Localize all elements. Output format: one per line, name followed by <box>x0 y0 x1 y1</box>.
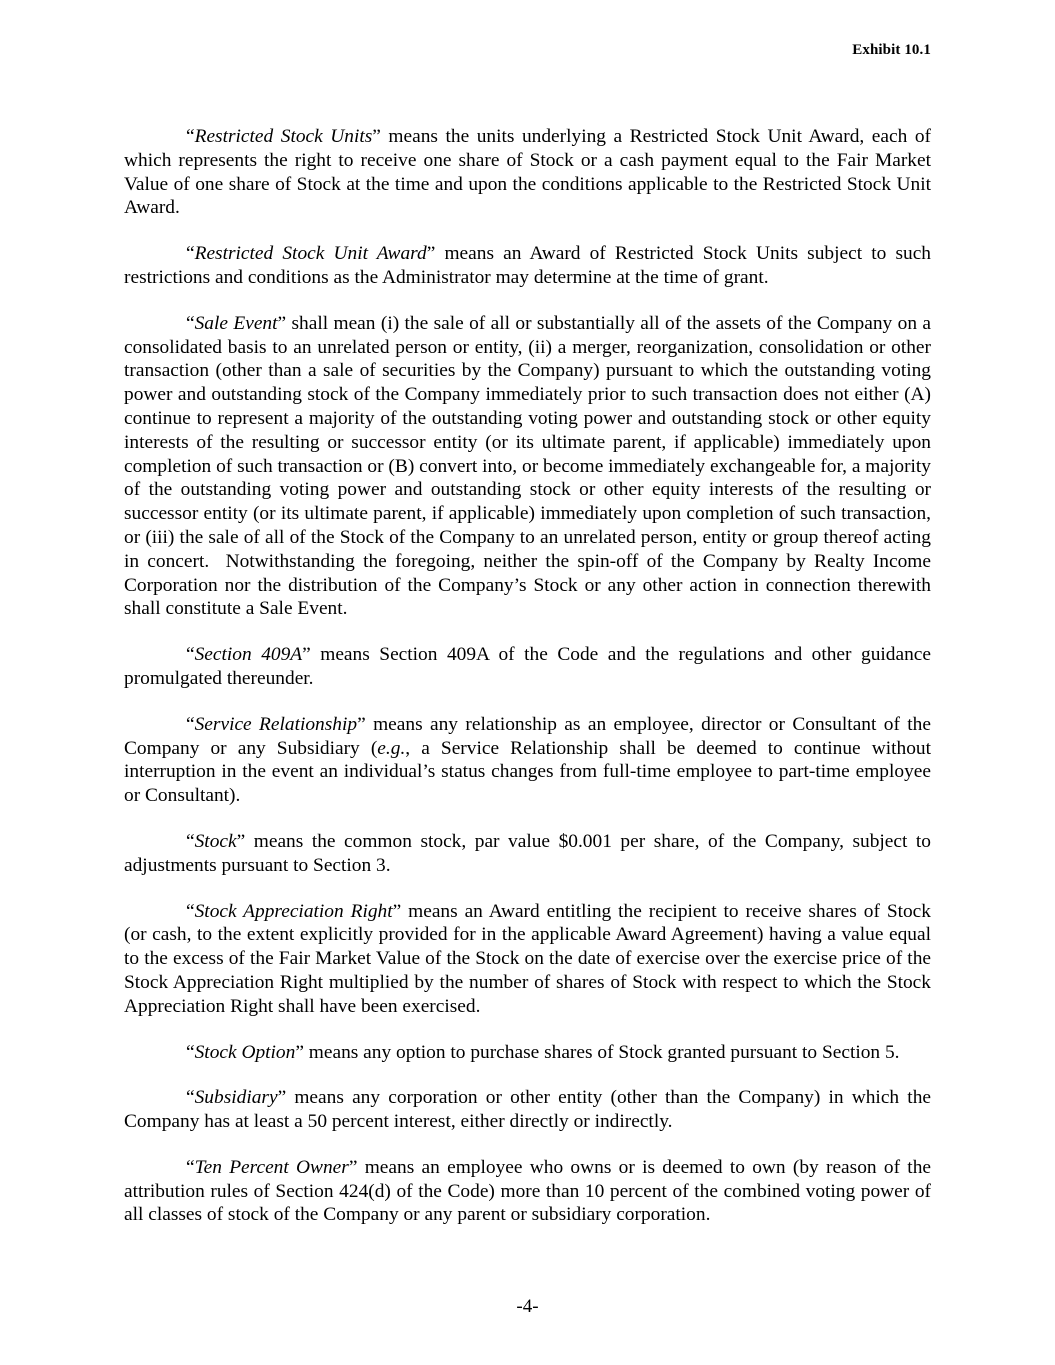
exhibit-label: Exhibit 10.1 <box>852 42 931 58</box>
document-body <box>124 125 931 1249</box>
definition-stock-appreciation-right <box>124 900 931 1019</box>
definition-subsidiary <box>124 1086 931 1134</box>
close-quote: ” <box>348 1156 358 1178</box>
close-quote: ” <box>357 713 366 735</box>
defined-term: Sale Event <box>194 312 278 334</box>
definition-text: means an employee who owns or is deemed to own (by reason of the attribution rules of Section 424(d) of the Code) more than 10 percent of the combined voting power of all classes of stock of the Company or any parent or subsidiary corporation. <box>124 1156 931 1226</box>
definition-text-continued: , a Service Relationship shall be deemed to continue without interruption in the event an individual’s status changes from full-time employee to part-time employee or Consultant). <box>124 737 931 807</box>
definition-text: means the common stock, par value $0.001 per share, of the Company, subject to adjustments pursuant to Section 3. <box>124 830 931 876</box>
definition-stock-option <box>124 1041 931 1065</box>
open-quote: “ <box>186 126 195 147</box>
defined-term: Stock Option <box>194 1041 296 1063</box>
close-quote: ” <box>277 312 287 334</box>
close-quote: ” <box>302 644 311 666</box>
open-quote: “ <box>186 1087 195 1109</box>
definition-text: means any corporation or other entity (other than the Company) in which the Company has at least a 50 percent interest, either directly or indirectly. <box>124 1087 931 1133</box>
close-quote: ” <box>372 126 381 147</box>
close-quote: ” <box>236 830 246 852</box>
eg-abbreviation: e.g. <box>377 737 406 759</box>
open-quote: “ <box>186 312 195 334</box>
definition-text: shall mean (i) the sale of all or substantially all of the assets of the Company on a consolidated basis to an unrelated person or entity, (ii) a merger, reorganization, consolidation or other transaction (other than a sale of securities by the Company) pursuant to which the outstanding voting power and outstanding stock of the Company immediately prior to such transaction does not either (A) continue to represent a majority of the outstanding voting power and outstanding stock or other equity interests of the resulting or successor entity (or its ultimate parent, if applicable) immediately upon completion of such transaction or (B) convert into, or become immediately exchangeable for, a majority of the outstanding voting power and outstanding stock or other equity interests of the resulting or successor entity (or its ultimate parent, if applicable) immediately upon completion of such transaction, or (iii) the sale of all of the Stock of the Company to an unrelated person, entity or group thereof acting in concert. Notwithstanding the foregoing, neither the spin-off of the Company by Realty Income Corporation nor the distribution of the Company’s Stock or any other action in connection therewith shall constitute a Sale Event. <box>124 312 931 620</box>
definition-text: means the units underlying a Restricted Stock Unit Award, each of which represents the right to receive one share of Stock or a cash payment equal to the Fair Market Value of one share of Stock at the time and upon the conditions applicable to the Restricted Stock Unit Award. <box>124 126 931 219</box>
open-quote: “ <box>186 644 195 666</box>
close-quote: ” <box>392 900 402 922</box>
defined-term: Restricted Stock Unit Award <box>194 243 427 265</box>
page-number: -4- <box>516 1296 539 1317</box>
defined-term: Stock Appreciation Right <box>194 900 393 922</box>
defined-term: Ten Percent Owner <box>194 1156 349 1178</box>
close-quote: ” <box>426 243 436 265</box>
open-quote: “ <box>186 900 195 922</box>
definition-text: means an Award of Restricted Stock Units subject to such restrictions and conditions as the Administrator may determine at the time of grant. <box>124 243 932 288</box>
definition-restricted-stock-unit-award <box>124 242 931 290</box>
defined-term: Service Relationship <box>194 713 358 735</box>
definition-text: means any option to purchase shares of Stock granted pursuant to Section 5. <box>303 1041 900 1063</box>
definition-restricted-stock-units <box>124 125 931 220</box>
open-quote: “ <box>186 243 195 265</box>
definition-text: means any relationship as an employee, director or Consultant of the Company or any Subsidiary ( <box>124 713 931 759</box>
close-quote: ” <box>277 1087 287 1109</box>
defined-term: Section 409A <box>194 644 303 666</box>
definition-sale-event <box>124 312 931 621</box>
defined-term: Subsidiary <box>194 1087 278 1109</box>
definition-text: means Section 409A of the Code and the regulations and other guidance promulgated thereunder. <box>124 644 931 689</box>
open-quote: “ <box>186 1041 195 1063</box>
open-quote: “ <box>186 830 195 852</box>
defined-term: Restricted Stock Units <box>194 126 373 147</box>
open-quote: “ <box>186 1156 195 1178</box>
close-quote: ” <box>295 1041 304 1063</box>
definition-ten-percent-owner <box>124 1156 931 1227</box>
definition-service-relationship <box>124 713 931 808</box>
definition-stock <box>124 830 931 878</box>
open-quote: “ <box>186 713 195 735</box>
definition-section-409a <box>124 643 931 691</box>
defined-term: Stock <box>194 830 237 852</box>
definition-text: means an Award entitling the recipient to receive shares of Stock (or cash, to the extent explicitly provided for in the applicable Award Agreement) having a value equal to the excess of the Fair Market Value of the Stock on the date of exercise over the exercise price of the Stock Appreciation Right multiplied by the number of shares of Stock with respect to which the Stock Appreciation Right shall have been exercised. <box>124 900 931 1017</box>
